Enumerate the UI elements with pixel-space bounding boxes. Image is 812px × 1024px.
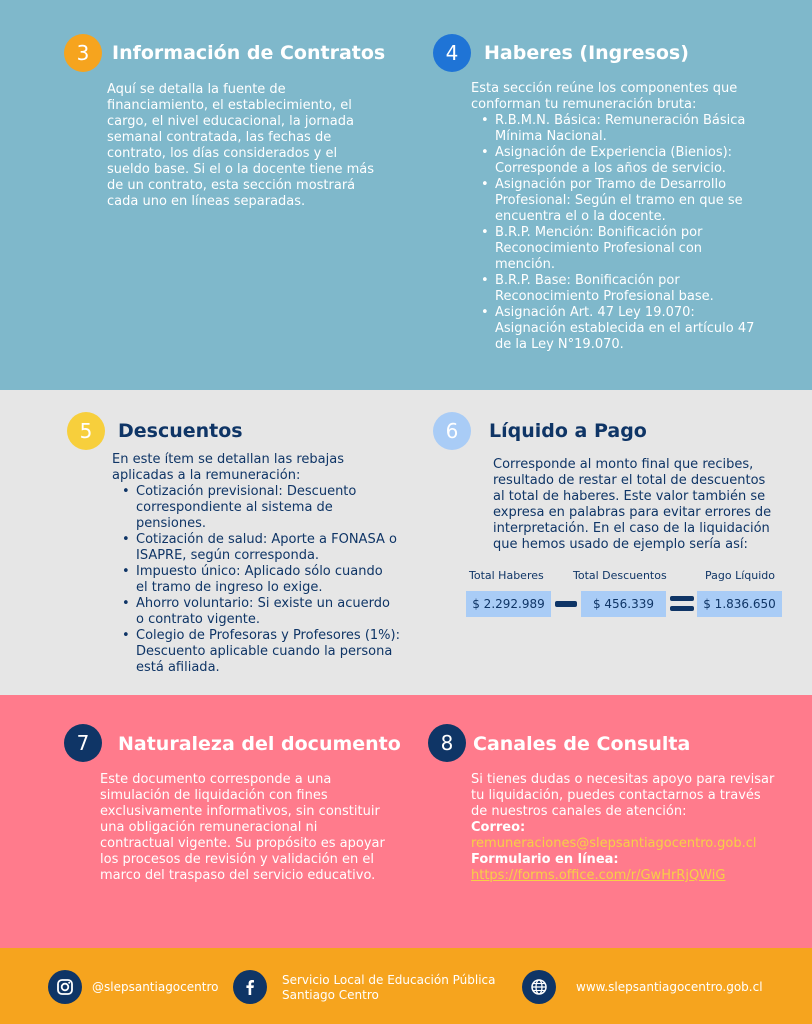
body-line: contrato, los días considerados y el [107,146,338,161]
list-item: • Colegio de Profesoras y Profesores (1%): Descuento aplicable cuando la persona está afiliada. [112,628,422,676]
section-number-badge: 5 [67,412,105,450]
body-line: de nuestros canales de atención: [471,804,687,819]
body-line: resultado de restar el total de descuentos [493,473,766,488]
equals-icon-bottom [670,606,694,611]
section-number-badge: 7 [64,724,102,762]
list-item: • B.R.P. Mención: Bonificación por Reconocimiento Profesional con mención. [471,225,791,273]
section-body [100,772,385,884]
list-item: • Asignación Art. 47 Ley 19.070: Asignación establecida en el artículo 47 de la Ley N°19.070. [471,305,791,353]
section-body [112,452,422,676]
body-line: semanal contratada, las fechas de [107,130,332,145]
section-title: Naturaleza del documento [118,733,401,755]
body-line: expresa en palabras para evitar errores de [493,505,772,520]
minus-icon [555,601,577,607]
form-link[interactable]: https://forms.office.com/r/GwHrRjQWiG [471,868,726,883]
body-line: interpretación. En el caso de la liquidación [493,521,770,536]
body-line: Si tienes dudas o necesitas apoyo para revisar [471,772,775,787]
body-line: de un contrato, esta sección mostrará [107,178,356,193]
section-title: Información de Contratos [112,42,386,64]
section-body [471,772,801,884]
body-line: exclusivamente informativos, sin constituir [100,804,380,819]
facebook-icon[interactable] [233,970,267,1004]
pago-liquido-value: $ 1.836.650 [697,591,782,617]
total-descuentos-value: $ 456.339 [581,591,666,617]
body-line: simulación de liquidación con fines [100,788,328,803]
descuentos-list [112,484,422,676]
org-name-line: Santiago Centro [282,988,379,1002]
body-line: contractual vigente. Su propósito es apoyar [100,836,385,851]
total-descuentos-label: Total Descuentos [573,569,667,582]
body-line: cargo, el nivel educacional, la jornada [107,114,354,129]
equals-icon-top [670,596,694,601]
body-line: cada uno en líneas separadas. [107,194,306,209]
section-title: Líquido a Pago [489,420,647,442]
body-line: marco del traspaso del servicio educativo. [100,868,376,883]
section-number-badge: 3 [64,34,102,72]
form-label: Formulario en línea: [471,852,619,867]
section-title: Haberes (Ingresos) [484,42,689,64]
body-line: conforman tu remuneración bruta: [471,97,697,112]
list-item: • Cotización de salud: Aporte a FONASA o ISAPRE, según corresponda. [112,532,422,564]
body-line: al total de haberes. Este valor también se [493,489,766,504]
globe-icon[interactable] [522,970,556,1004]
section-body [471,81,791,353]
body-line: Esta sección reúne los componentes que [471,81,738,96]
section-number-badge: 4 [433,34,471,72]
section-number-badge: 6 [433,412,471,450]
body-line: Aquí se detalla la fuente de [107,82,286,97]
list-item: • B.R.P. Base: Bonificación por Reconocimiento Profesional base. [471,273,791,305]
body-line: Este documento corresponde a una [100,772,332,787]
instagram-icon[interactable] [48,970,82,1004]
total-haberes-label: Total Haberes [469,569,544,582]
body-line: tu liquidación, puedes contactarnos a través [471,788,761,803]
total-haberes-value: $ 2.292.989 [466,591,551,617]
section-title: Descuentos [118,420,243,442]
org-name [282,973,496,1003]
body-line: una obligación remuneracional ni [100,820,318,835]
email-label: Correo: [471,820,526,835]
body-line: aplicadas a la remuneración: [112,468,301,483]
org-name-line: Servicio Local de Educación Pública [282,973,496,987]
body-line: Corresponde al monto final que recibes, [493,457,754,472]
body-line: En este ítem se detallan las rebajas [112,452,344,467]
website-link[interactable]: www.slepsantiagocentro.gob.cl [576,980,763,994]
pago-liquido-label: Pago Líquido [705,569,775,582]
list-item: • Ahorro voluntario: Si existe un acuerdo o contrato vigente. [112,596,422,628]
body-line: que hemos usado de ejemplo sería así: [493,537,748,552]
list-item: • Asignación por Tramo de Desarrollo Profesional: Según el tramo en que se encuentra el o la docente. [471,177,791,225]
list-item: • Asignación de Experiencia (Bienios): Corresponde a los años de servicio. [471,145,791,177]
section-body [493,457,771,553]
email-link[interactable]: remuneraciones@slepsantiagocentro.gob.cl [471,836,757,851]
list-item: • Cotización previsional: Descuento correspondiente al sistema de pensiones. [112,484,422,532]
instagram-handle[interactable]: @slepsantiagocentro [92,980,219,994]
haberes-list [471,113,791,353]
list-item: • R.B.M.N. Básica: Remuneración Básica Mínima Nacional. [471,113,791,145]
list-item: • Impuesto único: Aplicado sólo cuando el tramo de ingreso lo exige. [112,564,422,596]
body-line: sueldo base. Si el o la docente tiene más [107,162,375,177]
section-title: Canales de Consulta [473,733,691,755]
section-number-badge: 8 [428,724,466,762]
section-body [107,82,374,210]
body-line: financiamiento, el establecimiento, el [107,98,352,113]
body-line: los procesos de revisión y validación en el [100,852,374,867]
